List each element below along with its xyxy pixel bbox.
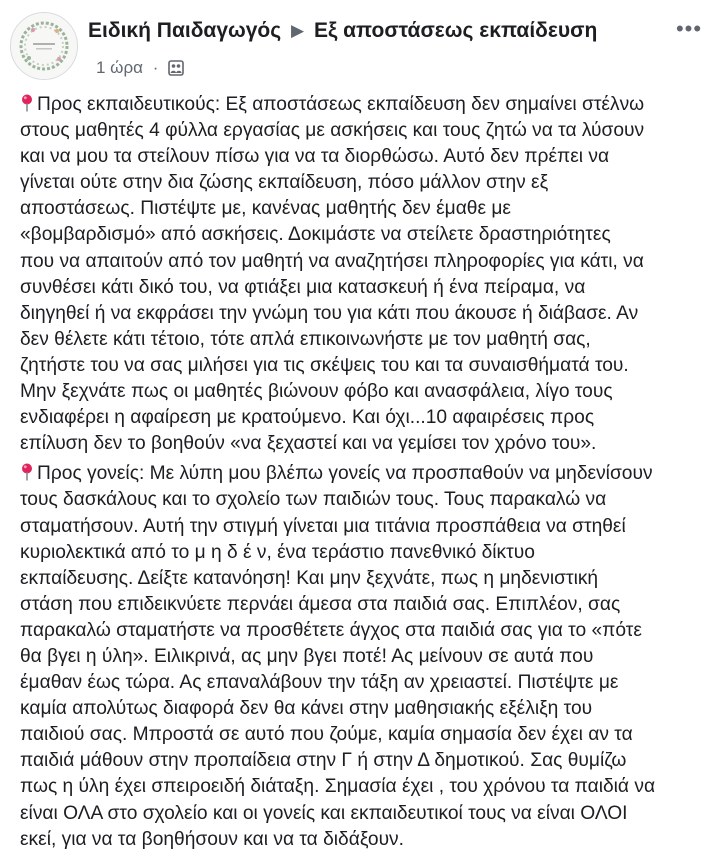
avatar-logo-icon — [11, 13, 77, 79]
meta-separator: · — [152, 58, 159, 77]
post-meta — [96, 58, 184, 81]
more-options-button[interactable]: ••• — [675, 16, 703, 41]
post-body — [20, 92, 714, 857]
group-members-icon — [168, 60, 184, 81]
paragraph-parents — [20, 461, 714, 852]
group-name-link[interactable]: Εξ αποστάσεως εκπαίδευση — [313, 19, 598, 42]
pushpin-icon — [20, 94, 34, 112]
post-header — [10, 8, 710, 82]
paragraph-text: Προς γονείς: Με λύπη μου βλέπω γονείς να προσπαθούν να μηδενίσουν τους δασκάλους και το σχολείο των παιδιών τους. Τους παρακαλώ να σταματήσουν. Αυτή την στιγμή γίνεται μια τιτάνια προσπάθεια να στηθεί κυριολεκτικά από το μ η δ έ ν, ένα τεράστιο πανεθνικό δίκτυο εκπαίδευσης. Δείξτε κατανόηση! Και μην ξεχνάτε, πως η μηδενιστική στάση που επιδεικνύετε περνάει άμεσα στα παιδιά σας. Επιπλέον, σας παρακαλώ σταματήστε να προσθέτετε άγχος στα παιδιά σας για το «πότε θα βγει η ύλη». Ειλικρινά, ας μην βγει ποτέ! Ας μείνουν σε αυτά που έμαθαν έως τώρα. Ας επαναλάβουν την τάξη αν χρειαστεί. Πιστέψτε με καμία απολύτως διαφορά δεν θα κάνει στην μαθησιακής εξέλιξη του παιδιού σας. Μπροστά σε αυτό που ζούμε, καμία σημασία δεν έχει αν τα παιδιά μάθουν στην προπαίδεια στην Γ ή στην Δ δημοτικού. Σας θυμίζω πως η ύλη έχει σπειροειδή διάταξη. Σημασία έχει , του χρόνου τα παιδιά να είναι ΟΛΑ στο σχολείο και οι γονείς και εκπαιδευτικοί τους να είναι ΟΛΟΙ εκεί, για να τα βοηθήσουν και να τα διδάξουν. — [20, 463, 656, 850]
pushpin-icon — [20, 463, 34, 481]
arrow-right-icon: ▶ — [291, 21, 305, 40]
author-page-link[interactable]: Ειδική Παιδαγωγός — [88, 19, 282, 42]
avatar[interactable] — [10, 12, 78, 80]
post-title-line — [88, 19, 597, 43]
paragraph-teachers — [20, 92, 714, 457]
post-timestamp[interactable]: 1 ώρα — [96, 58, 143, 77]
paragraph-text: Προς εκπαιδευτικούς: Εξ αποστάσεως εκπαίδευση δεν σημαίνει στέλνω στους μαθητές 4 φύλλα εργασίας με ασκήσεις και τους ζητώ να τα λύσουν και να μου τα στείλουν πίσω για να τα διορθώσω. Αυτό δεν πρέπει να γίνεται ούτε στην δια ζώσης εκπαίδευση, πόσο μάλλον στην εξ αποστάσεως. Πιστέψτε με, κανένας μαθητής δεν έμαθε με «βομβαρδισμό» από ασκήσεις. Δοκιμάστε να στείλετε δραστηριότητες που να απαιτούν από τον μαθητή να αναζητήσει πληροφορίες για κάτι, να συνθέσει κάτι δικό του, να φτιάξει μια κατασκευή ή ένα πείραμα, να διηγηθεί ή να εκφράσει την γνώμη του για κάτι που άκουσε ή διάβασε. Αν δεν θέλετε κάτι τέτοιο, τότε απλά επικοινωνήστε με τον μαθητή σας, ζητήστε του να σας μιλήσει για τις σκέψεις του και τα συναισθήματά του. Μην ξεχνάτε πως οι μαθητές βιώνουν φόβο και ανασφάλεια, λίγο τους ενδιαφέρει η αφαίρεση με κρατούμενο. Και όχι...10 αφαιρέσεις προς επίλυση δεν το βοηθούν «να ξεχαστεί και να γεμίσει τον χρόνο του». — [20, 94, 645, 455]
